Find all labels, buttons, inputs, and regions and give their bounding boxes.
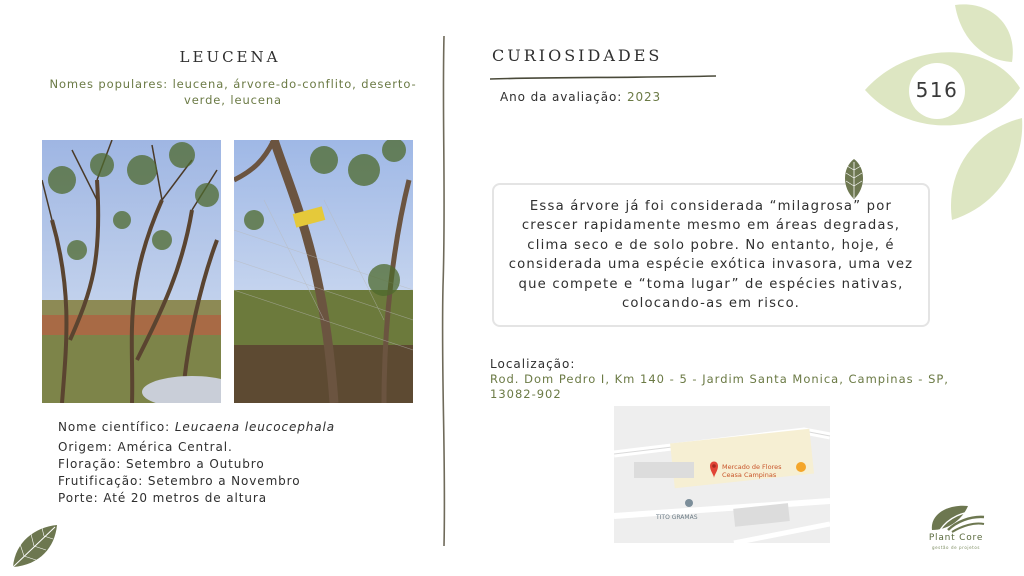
popular-names [38,76,428,108]
card-number: 516 [915,78,959,102]
size-value: Até 20 metros de altura [103,491,267,505]
popular-names-label: Nomes populares: [49,77,169,91]
leaf-icon-bottom [10,522,60,570]
fruiting-value: Setembro a Novembro [147,474,301,488]
fruiting-row [58,473,335,490]
location-map[interactable] [614,406,830,543]
fruiting-label: Frutificação: [58,474,144,488]
leaf-icon [842,158,866,200]
size-label: Porte: [58,491,99,505]
map-poi-label: TITO GRAMAS [656,514,698,521]
flowering-value: Setembro a Outubro [126,457,265,471]
scientific-name-value: Leucaena leucocephala [174,420,336,434]
map-place-line1: Mercado de Flores [722,463,782,471]
tree-photo-2 [234,140,413,403]
scientific-name-label: Nome científico: [58,420,171,434]
popular-names-value: leucena, árvore-do-conflito, deserto-verde, leucena [172,77,417,107]
tree-photo-1 [42,140,221,403]
flowering-label: Floração: [58,457,122,471]
size-row [58,490,335,507]
plant-title: LEUCENA [179,48,281,66]
plant-info [58,419,335,507]
origin-value: América Central. [117,440,233,454]
title-underline [490,67,716,75]
curiosities-title: CURIOSIDADES [492,46,663,65]
curiosity-text: Essa árvore já foi considerada “milagrosa” por crescer rapidamente mesmo em áreas degradas, clima seco e de solo pobre. No entanto, hoje, é considerada uma espécie exótica invasora, uma vez que compete e “toma lugar” de espécies nativas, colocando-as em risco. [508,198,914,311]
location-address: Rod. Dom Pedro I, Km 140 - 5 - Jardim Santa Monica, Campinas - SP, 13082-902 [490,372,949,401]
map-place-line2: Ceasa Campinas [722,471,777,479]
logo-tagline: gestão de projetos [931,545,981,550]
evaluation-year [500,90,661,104]
column-divider [438,36,450,546]
logo-name: Plant Core [928,533,984,543]
flowering-row [58,456,335,473]
location-label: Localização: [490,357,576,371]
scientific-name-row [58,419,335,436]
year-label: Ano da avaliação: [500,90,623,104]
year-value: 2023 [626,90,662,104]
origin-row [58,439,335,456]
origin-label: Origem: [58,440,113,454]
curiosity-box [492,183,930,327]
